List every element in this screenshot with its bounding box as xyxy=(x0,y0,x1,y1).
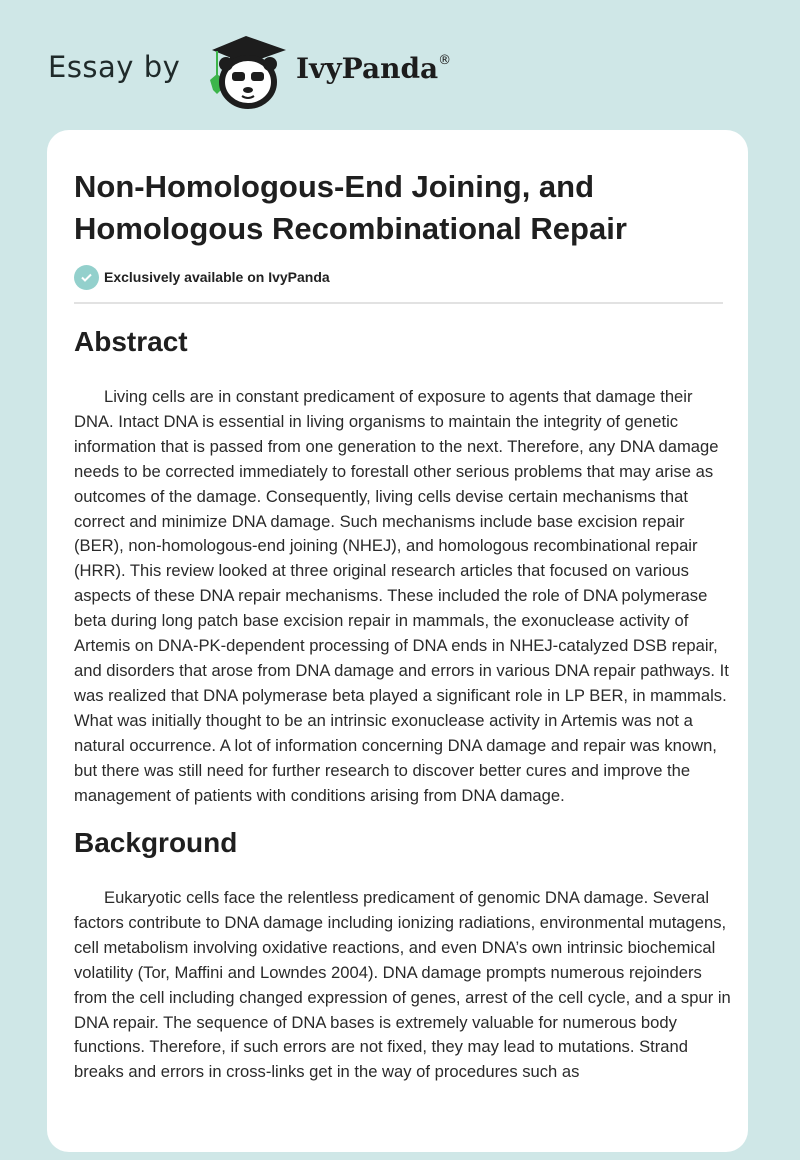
check-icon xyxy=(74,265,99,290)
brand-name: IvyPanda® xyxy=(296,52,452,85)
abstract-paragraph: Living cells are in constant predicament of exposure to agents that damage their DNA. Intact DNA is essential in living organisms to maintain the integrity of genetic information that is passed from one generation to the next. Therefore, any DNA damage needs to be corrected immediately to forestall other serious problems that may arise as outcomes of the damage. Consequently, living cells devise certain mechanisms that correct and minimize DNA damage. Such mechanisms include base excision repair (BER), non-homologous-end joining (NHEJ), and homologous recombinational repair (HRR). This review looked at three original research articles that focused on various aspects of these DNA repair mechanisms. These included the role of DNA polymerase beta during long patch base excision repair in mammals, the exonuclease activity of Artemis on DNA-PK-dependent processing of DNA ends in NHEJ-catalyzed DSB repair, and disorders that arose from DNA damage and errors in various DNA repair pathways. It was realized that DNA polymerase beta played a significant role in LP BER, in mammals. What was initially thought to be an intrinsic exonuclease activity in Artemis was not a natural occurrence. A lot of information concerning DNA damage and repair was known, but there was still need for further research to discover better cures and improve the management of patients with conditions arising from DNA damage. xyxy=(74,387,729,805)
background-paragraph: Eukaryotic cells face the relentless predicament of genomic DNA damage. Several factors contribute to DNA damage including ionizing radiations, environmental mutagens, cell metabolism involving oxidative reactions, and even DNA’s own intrinsic biochemical volatility (Tor, Maffini and Lowndes 2004). DNA damage prompts numerous rejoinders from the cell including changed expression of genes, arrest of the cell cycle, and a spur in DNA repair. The sequence of DNA bases is extremely valuable for numerous body functions. Therefore, if such errors are not fixed, they may lead to mutations. Strand breaks and errors in cross-links get in the way of procedures such as xyxy=(74,888,731,1082)
section-heading-background: Background xyxy=(74,827,238,858)
exclusive-badge xyxy=(74,264,330,290)
divider xyxy=(74,302,723,304)
page-title: Non-Homologous-End Joining, and Homologous Recombinational Repair xyxy=(74,169,627,246)
exclusive-text: Exclusively available on IvyPanda xyxy=(104,269,330,285)
ivypanda-logo-icon[interactable] xyxy=(200,34,292,110)
section-heading-abstract: Abstract xyxy=(74,326,188,357)
essay-card xyxy=(47,130,748,1152)
site-header xyxy=(0,0,800,130)
brand-prefix: Essay by xyxy=(48,50,181,84)
